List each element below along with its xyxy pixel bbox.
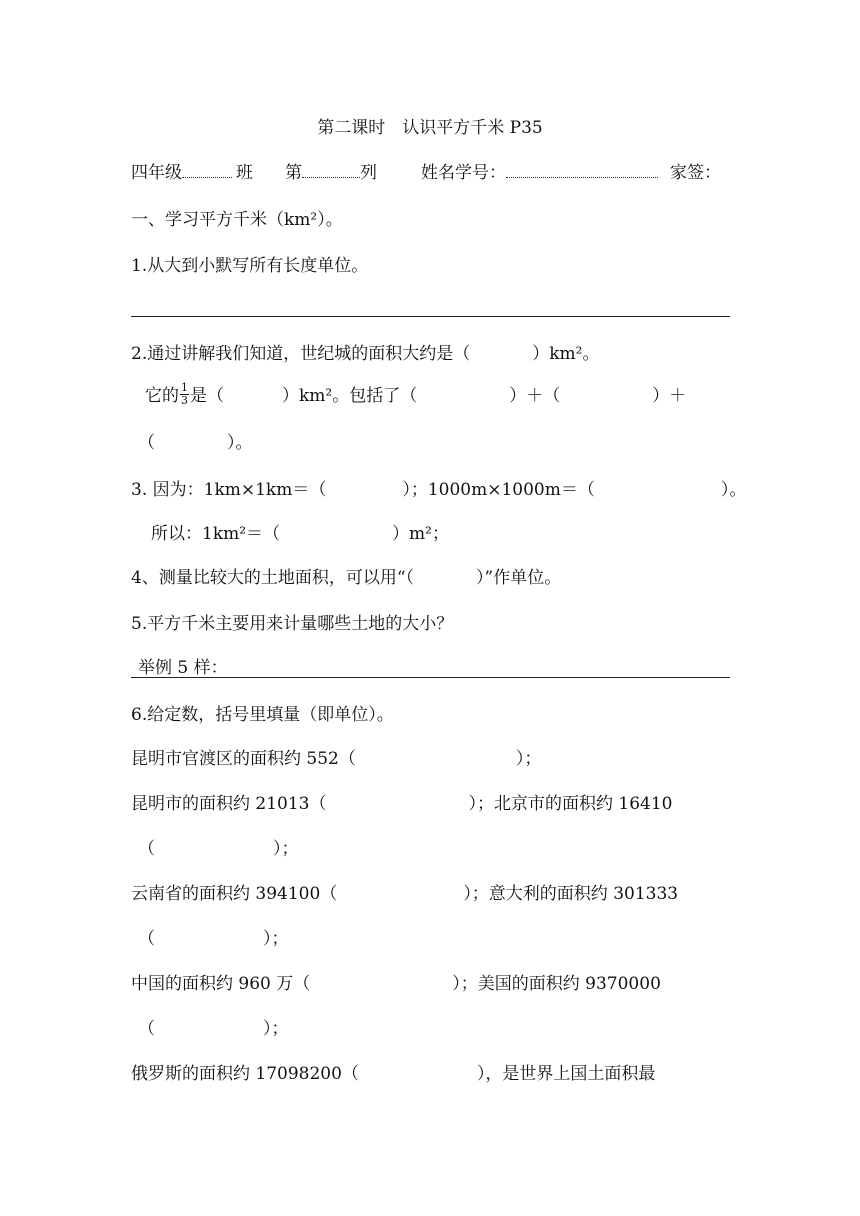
q4-text-a: 4、测量比较大的土地面积，可以用“（ — [131, 568, 415, 588]
class-label: 班 — [236, 163, 253, 183]
answer-line-5[interactable] — [131, 677, 730, 678]
q2-text-b: ）km²。 — [532, 344, 600, 364]
question-3-line-1 — [131, 478, 746, 502]
question-2-line-1 — [131, 342, 599, 366]
question-2-line-3 — [138, 431, 253, 455]
question-3-line-2 — [151, 522, 449, 546]
beijing-open: （ — [138, 839, 155, 859]
guandu-end: ）； — [515, 749, 542, 769]
usa-open: （ — [138, 1019, 155, 1039]
q3-text-b: ）；1000m×1000m＝（ — [402, 480, 595, 500]
yunnan-end: ）；意大利的面积约 301333 — [463, 884, 679, 904]
row-prefix: 第 — [285, 163, 302, 183]
fraction-denominator: 3 — [181, 394, 188, 407]
item-russia — [131, 1062, 655, 1086]
usa-end: ）； — [263, 1019, 289, 1039]
q2-text-a: 2.通过讲解我们知道，世纪城的面积大约是（ — [131, 344, 471, 364]
item-beijing — [138, 837, 299, 861]
page-title: 第二课时 认识平方千米 P35 — [317, 118, 543, 138]
sign-label: 家签： — [670, 163, 721, 183]
row-suffix: 列 — [360, 163, 377, 183]
grade-label: 四年级 — [131, 163, 182, 183]
class-blank[interactable] — [182, 161, 232, 178]
question-4 — [131, 566, 561, 590]
q2-text-g: ）＋ — [652, 386, 687, 406]
yunnan-text: 云南省的面积约 394100（ — [131, 884, 338, 904]
q2-text-i: ）。 — [227, 433, 253, 453]
item-kunming — [131, 792, 730, 816]
item-yunnan — [131, 882, 678, 906]
answer-line-1[interactable] — [131, 316, 730, 317]
row-blank[interactable] — [302, 161, 360, 178]
q2-text-c: 它的 — [145, 386, 179, 406]
fraction-one-third — [180, 382, 189, 407]
item-guandu — [131, 747, 541, 771]
question-2-line-2 — [145, 381, 687, 409]
guandu-text: 昆明市官渡区的面积约 552（ — [131, 749, 356, 769]
q2-text-d: 是（ — [190, 386, 224, 406]
q2-text-f: ）＋（ — [509, 386, 561, 406]
russia-text: 俄罗斯的面积约 17098200（ — [131, 1064, 359, 1084]
china-text: 中国的面积约 960 万（ — [131, 974, 311, 994]
q3-text-e: ）m²； — [392, 524, 449, 544]
china-end: ）；美国的面积约 9370000 — [452, 974, 661, 994]
example-label: 举例 5 样： — [138, 658, 228, 678]
russia-end: ），是世界上国土面积最 — [476, 1064, 656, 1084]
name-blank[interactable] — [506, 161, 658, 178]
kunming-end: ）；北京市的面积约 16410 — [468, 794, 673, 814]
italy-end: ）； — [263, 929, 289, 949]
q3-text-c: ）。 — [720, 480, 747, 500]
kunming-text: 昆明市的面积约 21013（ — [131, 794, 327, 814]
header-line — [131, 161, 721, 185]
name-label: 姓名学号： — [421, 163, 506, 183]
beijing-end: ）； — [273, 839, 299, 859]
q3-text-d: 所以：1km²＝（ — [151, 524, 281, 544]
q2-text-h: （ — [138, 433, 155, 453]
item-usa — [138, 1017, 289, 1041]
question-6: 6.给定数，括号里填量（即单位）。 — [131, 705, 394, 725]
item-italy — [138, 927, 289, 951]
italy-open: （ — [138, 929, 155, 949]
item-china — [131, 972, 661, 996]
q2-text-e: ）km²。包括了（ — [282, 386, 418, 406]
question-1: 1.从大到小默写所有长度单位。 — [131, 256, 369, 276]
question-5: 5.平方千米主要用来计量哪些土地的大小？ — [131, 614, 454, 634]
q4-text-b: ）”作单位。 — [476, 568, 562, 588]
q3-text-a: 3. 因为：1km×1km＝（ — [131, 480, 327, 500]
fraction-numerator: 1 — [181, 381, 188, 394]
section-heading: 一、学习平方千米（km²）。 — [131, 210, 343, 230]
